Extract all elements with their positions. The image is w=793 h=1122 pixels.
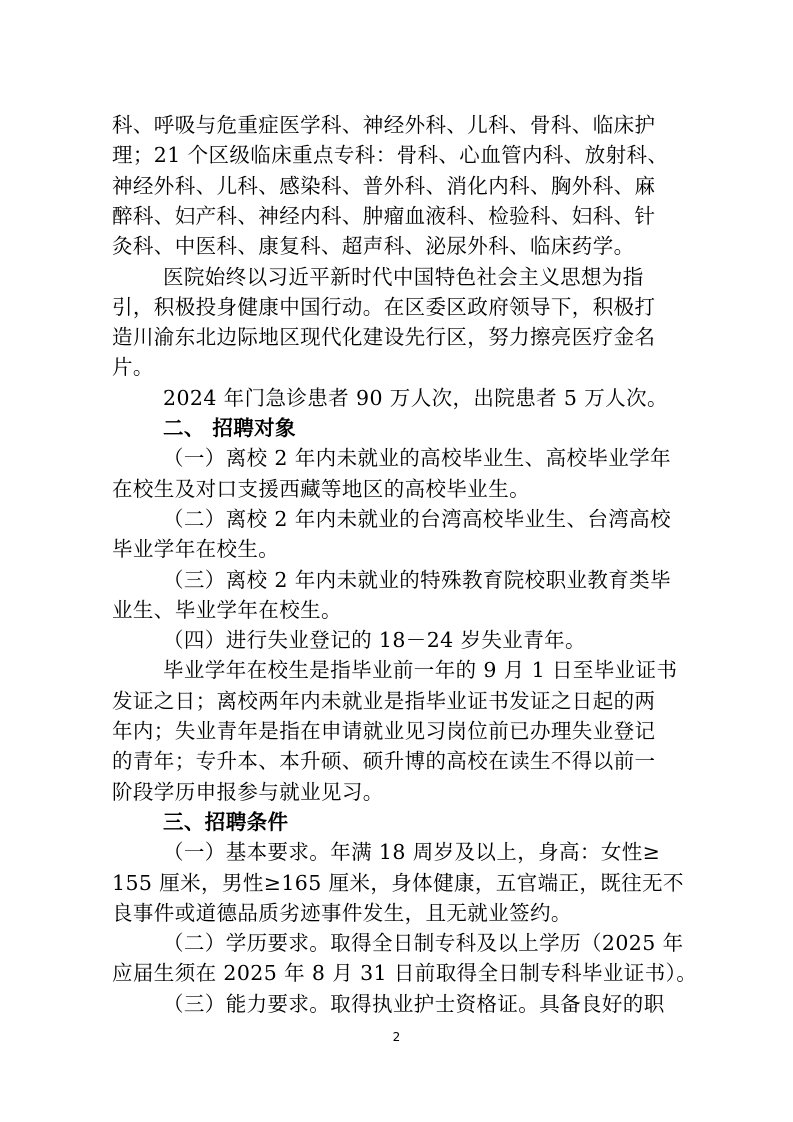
body-text-line: 神经外科、儿科、感染科、普外科、消化内科、胸外科、麻 xyxy=(112,173,656,198)
body-text-line: 灸科、中医科、康复科、超声科、泌尿外科、临床药学。 xyxy=(112,234,635,259)
body-text-line: 引，积极投身健康中国行动。在区委区政府领导下，积极打 xyxy=(112,294,656,319)
body-text-line: 阶段学历申报参与就业见习。 xyxy=(112,779,384,804)
paragraph-first-line: （二）离校 2 年内未就业的台湾高校毕业生、台湾高校 xyxy=(163,506,671,531)
paragraph-first-line: （一）基本要求。年满 18 周岁及以上，身高：女性≥ xyxy=(163,840,661,865)
body-text-line: 造川渝东北边际地区现代化建设先行区，努力擦亮医疗金名 xyxy=(112,325,656,350)
body-text-line: 良事件或道德品质劣迹事件发生，且无就业签约。 xyxy=(112,900,572,925)
paragraph-first-line: （三）能力要求。取得执业护士资格证。具备良好的职 xyxy=(163,991,665,1016)
paragraph-first-line: 毕业学年在校生是指毕业前一年的 9 月 1 日至毕业证书 xyxy=(163,658,678,683)
body-text-line: 发证之日；离校两年内未就业是指毕业证书发证之日起的两 xyxy=(112,688,656,713)
body-text-line: 科、呼吸与危重症医学科、神经外科、儿科、骨科、临床护 xyxy=(112,113,656,137)
body-text-line: 应届生须在 2025 年 8 月 31 日前取得全日制专科毕业证书）。 xyxy=(112,961,698,986)
page-number: 2 xyxy=(392,1030,401,1044)
body-text-line: 理；21 个区级临床重点专科：骨科、心血管内科、放射科、 xyxy=(112,143,669,168)
body-text-line: 年内；失业青年是指在申请就业见习岗位前已办理失业登记 xyxy=(112,719,656,743)
section-heading: 二、 招聘对象 xyxy=(163,416,296,440)
paragraph-first-line: （三）离校 2 年内未就业的特殊教育院校职业教育类毕 xyxy=(163,567,671,592)
body-text-line: 的青年；专升本、本升硕、硕升博的高校在读生不得以前一 xyxy=(112,749,656,774)
body-text-line: 155 厘米，男性≥165 厘米，身体健康，五官端正，既往无不 xyxy=(112,870,684,895)
paragraph-first-line: （四）进行失业登记的 18－24 岁失业青年。 xyxy=(163,628,586,653)
body-text-line: 醉科、妇产科、神经内科、肿瘤血液科、检验科、妇科、针 xyxy=(112,203,656,228)
body-text-line: 业生、毕业学年在校生。 xyxy=(112,597,342,622)
body-text-line: 片。 xyxy=(112,355,154,380)
body-text-line: 在校生及对口支援西藏等地区的高校毕业生。 xyxy=(112,476,530,501)
paragraph-first-line: （一）离校 2 年内未就业的高校毕业生、高校毕业学年 xyxy=(163,446,671,471)
body-text-line: 毕业学年在校生。 xyxy=(112,537,280,562)
paragraph-first-line: （二）学历要求。取得全日制专科及以上学历（2025 年 xyxy=(163,931,684,956)
paragraph-first-line: 2024 年门急诊患者 90 万人次，出院患者 5 万人次。 xyxy=(163,385,668,410)
section-heading: 三、招聘条件 xyxy=(163,809,289,834)
paragraph-first-line: 医院始终以习近平新时代中国特色社会主义思想为指 xyxy=(163,264,644,289)
